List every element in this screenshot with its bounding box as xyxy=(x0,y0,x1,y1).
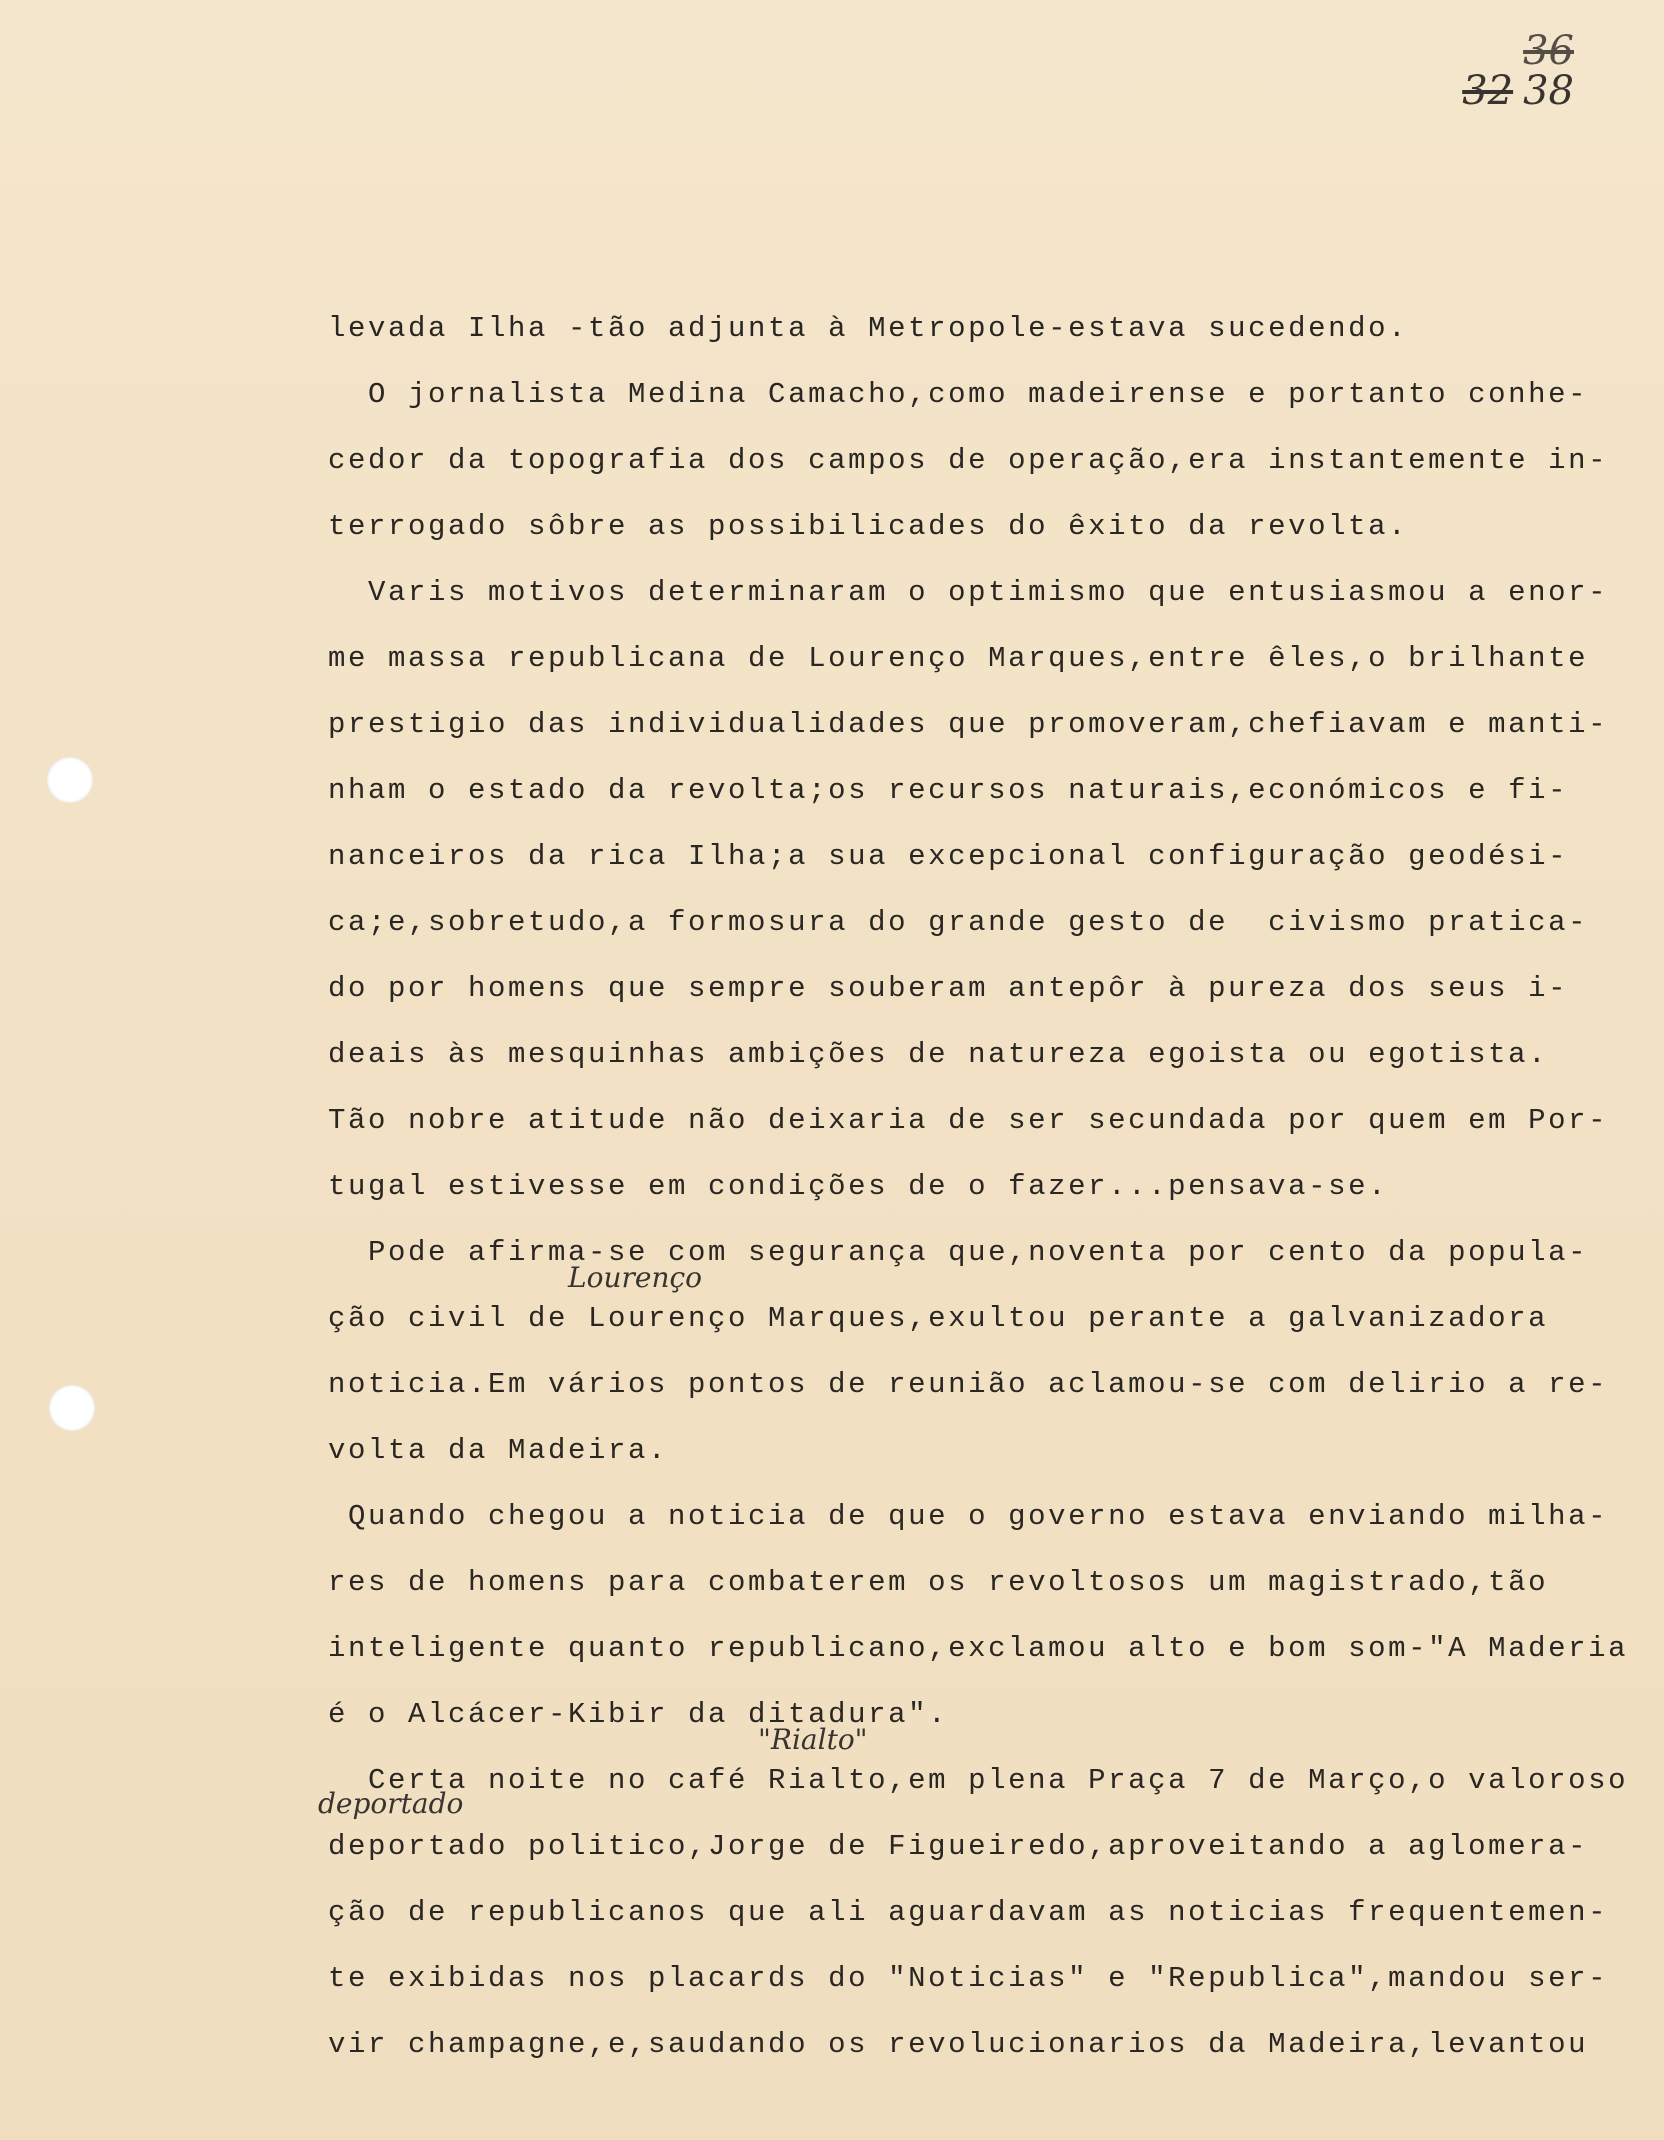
text-line-content: ção civil de Lourenço Marques,exultou perante a galvanizadora xyxy=(328,1302,1549,1335)
text-line xyxy=(328,824,1628,890)
text-line-content: te exibidas nos placards do "Noticias" e "Republica",mandou ser- xyxy=(328,1962,1609,1995)
text-line xyxy=(328,758,1628,824)
page-number-crossed-prefix: 32 xyxy=(1462,68,1514,114)
text-line-content: me massa republicana de Lourenço Marques,entre êles,o brilhante xyxy=(328,642,1589,675)
text-line xyxy=(328,2012,1628,2078)
text-line xyxy=(328,890,1628,956)
text-line-content: Tão nobre atitude não deixaria de ser secundada por quem em Por- xyxy=(328,1104,1609,1137)
text-line xyxy=(328,1352,1628,1418)
text-line xyxy=(328,1261,1628,1352)
text-line-content: é o Alcácer-Kibir da ditadura". xyxy=(328,1698,949,1731)
page-number-crossed-out: 36 xyxy=(1523,28,1574,74)
text-line xyxy=(328,296,1628,362)
text-line-content: ca;e,sobretudo,a formosura do grande gesto de civismo pratica- xyxy=(328,906,1589,939)
text-line xyxy=(328,1616,1628,1682)
text-line-content: Quando chegou a noticia de que o governo estava enviando milha- xyxy=(328,1500,1609,1533)
punch-hole-top xyxy=(47,757,93,803)
text-line xyxy=(328,1418,1628,1484)
page-number-current: 38 xyxy=(1523,68,1574,114)
text-line-content: vir champagne,e,saudando os revolucionarios da Madeira,levantou xyxy=(328,2028,1589,2061)
text-line xyxy=(328,692,1628,758)
text-line xyxy=(328,956,1628,1022)
text-line-content: res de homens para combaterem os revoltosos um magistrado,tão xyxy=(328,1566,1549,1599)
text-line-content: Certa noite no café Rialto,em plena Praça 7 de Março,o valoroso xyxy=(328,1764,1629,1797)
handwritten-correction: "Rialto" xyxy=(758,1723,868,1756)
page-number-row xyxy=(1462,68,1574,114)
text-line-content: noticia.Em vários pontos de reunião aclamou-se com delirio a re- xyxy=(328,1368,1609,1401)
text-line xyxy=(318,1787,1628,1880)
text-line-content: nham o estado da revolta;os recursos naturais,económicos e fi- xyxy=(328,774,1569,807)
text-line-content: inteligente quanto republicano,exclamou alto e bom som-"A Maderia xyxy=(328,1632,1629,1665)
text-line-content: nanceiros da rica Ilha;a sua excepcional configuração geodési- xyxy=(328,840,1569,873)
text-line xyxy=(328,1682,1628,1748)
text-line-content: tugal estivesse em condições de o fazer...pensava-se. xyxy=(328,1170,1389,1203)
text-line-content: deportado politico,Jorge de Figueiredo,aproveitando a aglomera- xyxy=(328,1830,1589,1863)
text-line-content: levada Ilha -tão adjunta à Metropole-estava sucedendo. xyxy=(328,312,1409,345)
text-line xyxy=(328,494,1628,560)
text-line xyxy=(328,626,1628,692)
text-line-content: volta da Madeira. xyxy=(328,1434,669,1467)
text-line-content: terrogado sôbre as possibilicades do êxito da revolta. xyxy=(328,510,1409,543)
text-line-content: prestigio das individualidades que promoveram,chefiavam e manti- xyxy=(328,708,1609,741)
text-line xyxy=(328,1022,1628,1088)
text-line xyxy=(328,1220,1628,1286)
text-line xyxy=(328,1880,1628,1946)
typed-text-body xyxy=(318,296,1629,2078)
text-line-content: deais às mesquinhas ambições de natureza egoista ou egotista. xyxy=(328,1038,1549,1071)
text-line-content: Pode afirma-se com segurança que,noventa por cento da popula- xyxy=(328,1236,1589,1269)
text-line-content: Varis motivos determinaram o optimismo que entusiasmou a enor- xyxy=(328,576,1609,609)
page-number xyxy=(1462,28,1574,114)
text-line-content: O jornalista Medina Camacho,como madeirense e portanto conhe- xyxy=(328,378,1589,411)
text-line-content: cedor da topografia dos campos de operação,era instantemente in- xyxy=(328,444,1609,477)
text-line-content: do por homens que sempre souberam antepôr à pureza dos seus i- xyxy=(328,972,1569,1005)
text-line xyxy=(328,1154,1628,1220)
text-line xyxy=(328,362,1628,428)
punch-hole-bottom xyxy=(49,1385,95,1431)
text-line xyxy=(328,1484,1628,1550)
handwritten-correction: deportado xyxy=(318,1787,464,1820)
text-line xyxy=(328,1723,1629,1814)
text-line-content: ção de republicanos que ali aguardavam as noticias frequentemen- xyxy=(328,1896,1609,1929)
text-line xyxy=(328,1946,1628,2012)
text-line xyxy=(328,1088,1628,1154)
text-line xyxy=(328,560,1628,626)
text-line xyxy=(328,1550,1628,1616)
handwritten-correction: Lourenço xyxy=(568,1261,703,1294)
text-line xyxy=(328,428,1628,494)
